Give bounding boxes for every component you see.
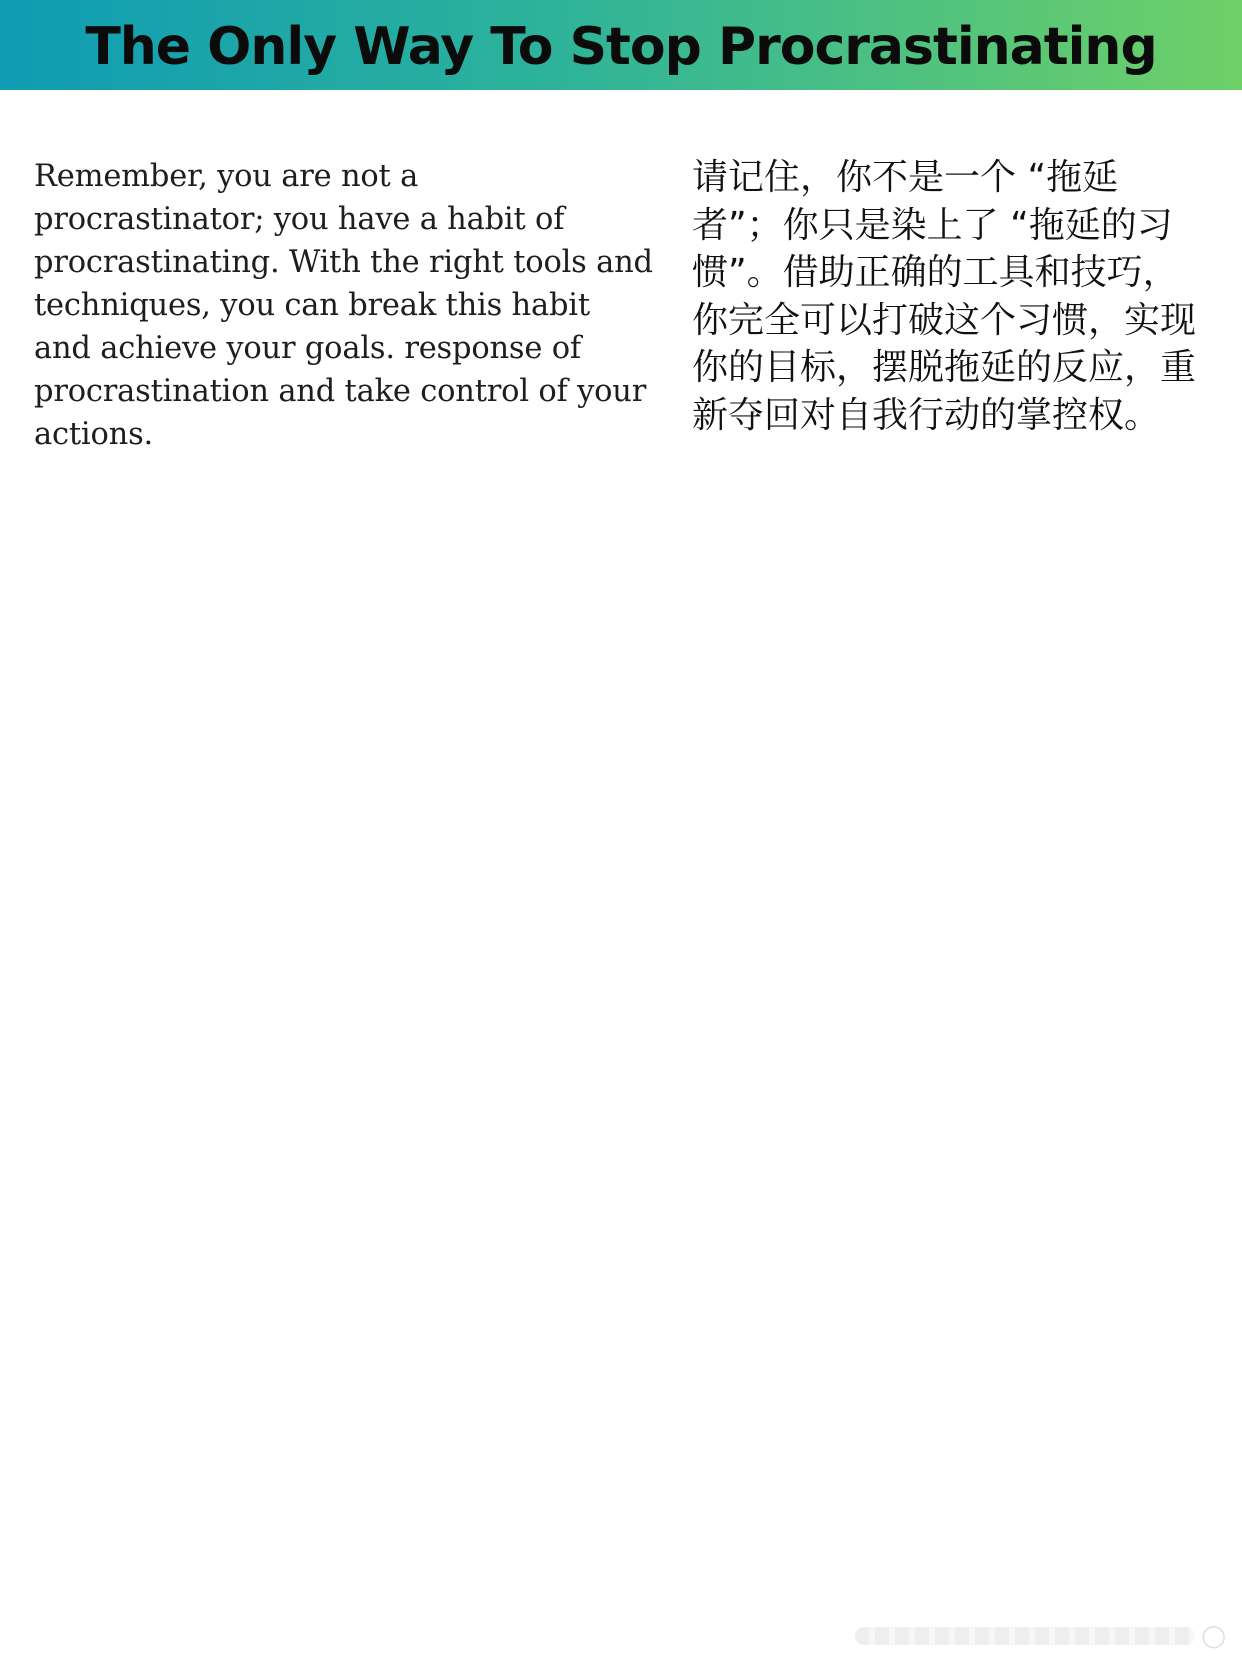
page-title: The Only Way To Stop Procrastinating <box>85 17 1157 77</box>
title-banner <box>0 0 1242 90</box>
english-paragraph: Remember, you are not a procrastinator; you have a habit of procrastinating. With the right tools and techniques, you can break this habit and achieve your goals. response of procrastination and take control of your actions. <box>34 159 653 452</box>
chinese-paragraph: 请记住，你不是一个 “拖延者”；你只是染上了 “拖延的习惯”。借助正确的工具和技巧，你完全可以打破这个习惯，实现你的目标，摆脱拖延的反应，重新夺回对自我行动的掌控权。 <box>692 157 1197 436</box>
weibo-watermark-icon: ◯ <box>1201 1623 1226 1649</box>
watermark <box>836 1622 1226 1650</box>
watermark-bar <box>855 1627 1195 1645</box>
